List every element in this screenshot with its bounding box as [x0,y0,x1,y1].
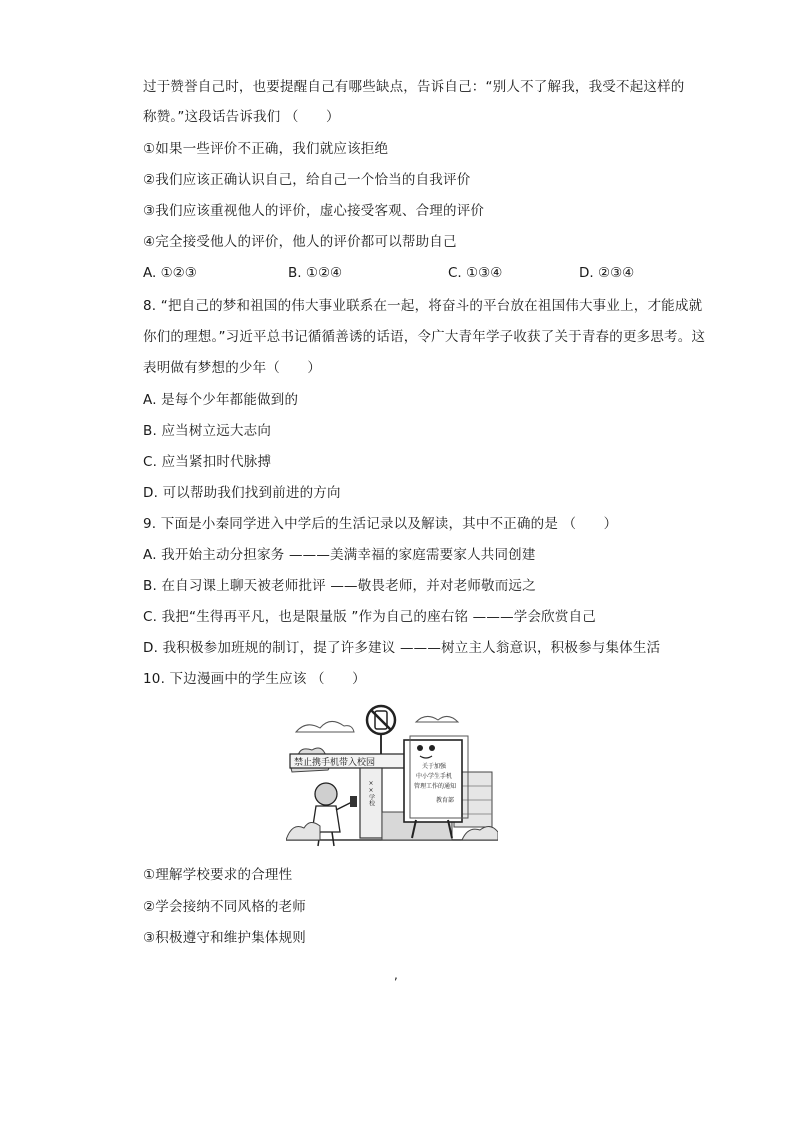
q8-stem-line-1: 8. “把自己的梦和祖国的伟大事业联系在一起，将奋斗的平台放在祖国伟大事业上，才能成就 [143,298,703,314]
q7-stem-line-1: 过于赞誉自己时，也要提醒自己有哪些缺点，告诉自己：“别人不了解我，我受不起这样的 [143,79,685,95]
cartoon-drawing [286,702,498,852]
q10-item-1: ①理解学校要求的合理性 [143,867,293,883]
q9-stem: 9. 下面是小秦同学进入中学后的生活记录以及解读，其中不正确的是 （ ） [143,516,618,532]
cartoon-notice-line-3: 管理工作的通知 [414,783,457,790]
q8-option-b[interactable]: B. 应当树立远大志向 [143,423,272,439]
q8-option-a[interactable]: A. 是每个少年都能做到的 [143,392,299,408]
q10-cartoon [286,702,498,852]
page-footer-mark: , [394,968,398,982]
q7-item-3: ③我们应该重视他人的评价，虚心接受客观、合理的评价 [143,203,485,219]
cartoon-gate-text: ××学校 [367,780,375,806]
q7-item-4: ④完全接受他人的评价，他人的评价都可以帮助自己 [143,234,457,250]
q7-item-2: ②我们应该正确认识自己，给自己一个恰当的自我评价 [143,172,471,188]
q8-stem-line-2: 你们的理想。”习近平总书记循循善诱的话语，令广大青年学子收获了关于青春的更多思考。这 [143,329,706,345]
cartoon-notice-line-1: 关于加强 [422,763,447,770]
q7-option-d[interactable]: D. ②③④ [579,265,635,281]
q9-option-a[interactable]: A. 我开始主动分担家务 ———美满幸福的家庭需要家人共同创建 [143,547,536,563]
cartoon-banner-text: 禁止携手机带入校园 [294,758,376,768]
q7-item-1: ①如果一些评价不正确，我们就应该拒绝 [143,141,389,157]
q10-stem: 10. 下边漫画中的学生应该 （ ） [143,671,366,687]
q8-option-d[interactable]: D. 可以帮助我们找到前进的方向 [143,485,341,501]
q10-item-3: ③积极遵守和维护集体规则 [143,930,307,946]
q9-option-d[interactable]: D. 我积极参加班规的制订，提了许多建议 ———树立主人翁意识，积极参与集体生活 [143,640,661,656]
cartoon-notice-line-2: 中小学生手机 [416,773,453,780]
q7-option-a[interactable]: A. ①②③ [143,265,197,281]
cartoon-notice-line-4: 教育部 [436,797,455,804]
q7-option-c[interactable]: C. ①③④ [448,265,503,281]
q9-option-c[interactable]: C. 我把“生得再平凡，也是限量版 ”作为自己的座右铭 ———学会欣赏自己 [143,609,596,625]
q7-stem-line-2: 称赞。”这段话告诉我们 （ ） [143,109,340,125]
q8-option-c[interactable]: C. 应当紧扣时代脉搏 [143,454,272,470]
q7-options [143,265,663,283]
q9-option-b[interactable]: B. 在自习课上聊天被老师批评 ——敬畏老师，并对老师敬而远之 [143,578,536,594]
q8-stem-line-3: 表明做有梦想的少年（ ） [143,360,322,376]
q7-option-b[interactable]: B. ①②④ [288,265,343,281]
q10-item-2: ②学会接纳不同风格的老师 [143,899,307,915]
